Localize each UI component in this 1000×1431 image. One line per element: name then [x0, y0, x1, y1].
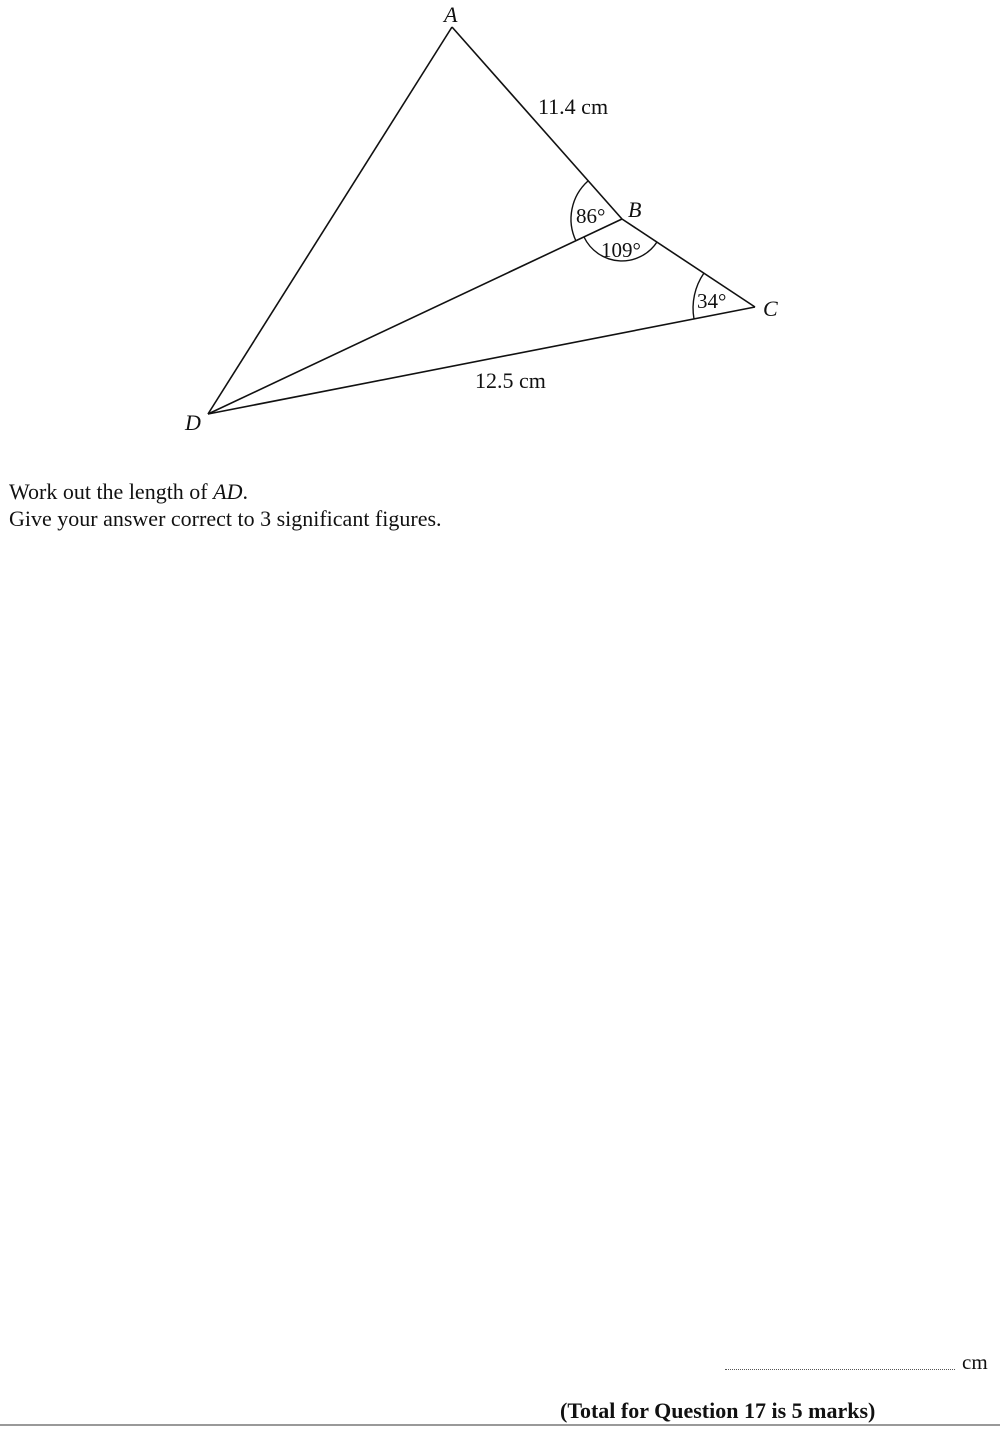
- length-label-dc: 12.5 cm: [475, 368, 546, 393]
- question-line-1-suffix: .: [242, 479, 248, 504]
- triangle-diagram: [0, 0, 1000, 450]
- question-total-marks: (Total for Question 17 is 5 marks): [560, 1398, 876, 1423]
- angle-label-abd: 86°: [576, 204, 606, 228]
- question-text: [9, 478, 442, 532]
- question-line-1: [9, 478, 442, 505]
- angle-label-bcd: 34°: [697, 289, 727, 313]
- question-line-2: Give your answer correct to 3 significant figures.: [9, 506, 442, 531]
- question-line-1-prefix: Work out the length of: [9, 479, 214, 504]
- answer-line[interactable]: [725, 1349, 955, 1370]
- vertex-label-b: B: [628, 197, 642, 222]
- side-dc: [208, 307, 755, 414]
- vertex-label-a: A: [444, 2, 458, 27]
- vertex-label-c: C: [763, 296, 778, 321]
- vertex-label-d: D: [185, 410, 201, 435]
- side-ab: [452, 27, 622, 219]
- length-label-ab: 11.4 cm: [538, 94, 609, 119]
- side-bc: [622, 219, 755, 307]
- page-divider: [0, 1424, 1000, 1426]
- answer-unit: cm: [962, 1350, 988, 1374]
- angle-label-dbc: 109°: [601, 238, 641, 262]
- question-line-1-var: AD: [213, 479, 243, 504]
